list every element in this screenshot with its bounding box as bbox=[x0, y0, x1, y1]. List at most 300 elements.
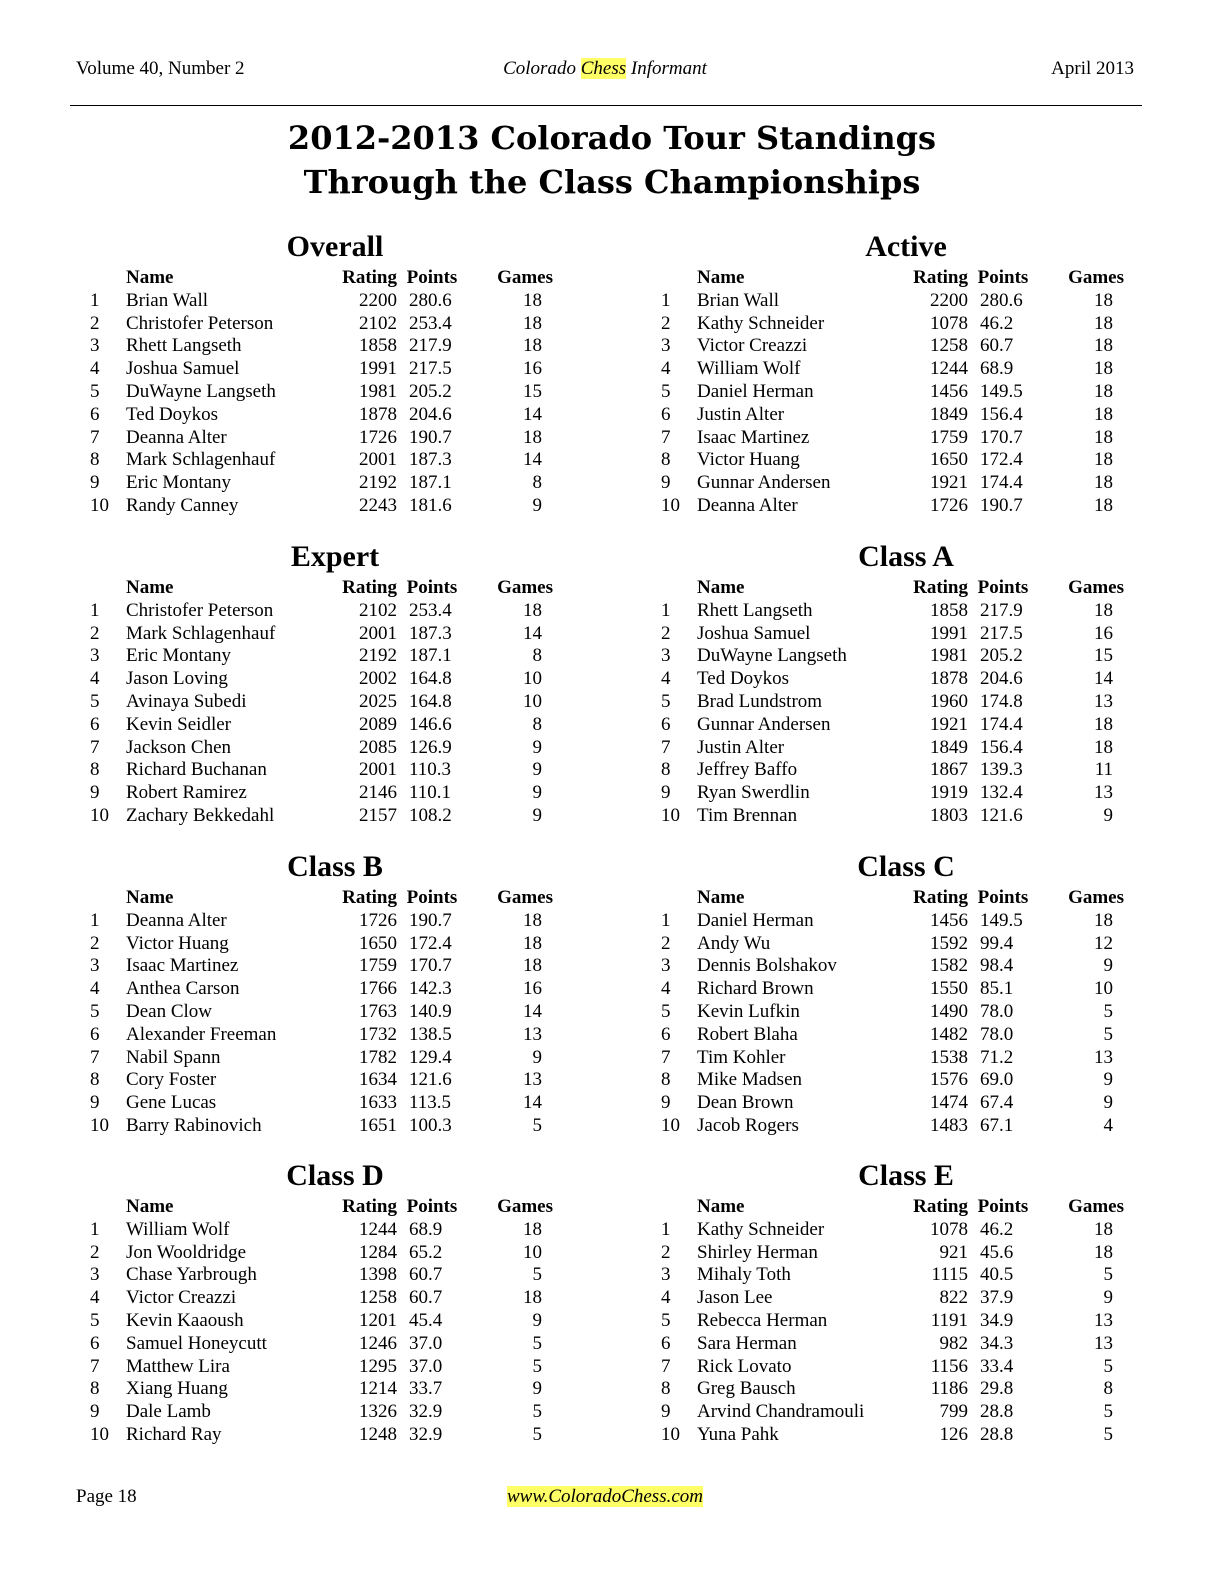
rating-cell: 1726 bbox=[359, 426, 397, 448]
name-header: Name bbox=[697, 887, 745, 908]
rank-cell: 3 bbox=[90, 645, 100, 667]
name-header: Name bbox=[126, 577, 174, 598]
table-header-row bbox=[90, 1196, 553, 1219]
name-cell: Justin Alter bbox=[697, 403, 785, 425]
points-cell: 217.9 bbox=[409, 335, 452, 357]
rating-cell: 2001 bbox=[359, 449, 397, 471]
rank-cell: 1 bbox=[661, 909, 671, 931]
name-cell: Victor Creazzi bbox=[697, 335, 808, 357]
points-cell: 140.9 bbox=[409, 1000, 452, 1022]
rating-cell: 1759 bbox=[359, 955, 397, 977]
name-cell: Richard Buchanan bbox=[126, 759, 267, 781]
games-cell: 14 bbox=[523, 403, 542, 425]
points-cell: 146.6 bbox=[409, 713, 452, 735]
games-cell: 4 bbox=[1103, 1114, 1113, 1136]
rank-cell: 8 bbox=[90, 1378, 100, 1400]
rank-cell: 9 bbox=[90, 1401, 100, 1423]
points-cell: 40.5 bbox=[980, 1264, 1014, 1286]
name-cell: Rebecca Herman bbox=[697, 1309, 828, 1331]
games-cell: 5 bbox=[532, 1114, 542, 1136]
points-cell: 138.5 bbox=[409, 1023, 452, 1045]
website-link[interactable] bbox=[76, 1486, 1134, 1508]
rank-cell: 1 bbox=[90, 289, 100, 311]
name-cell: Jackson Chen bbox=[126, 736, 232, 758]
name-cell: Jason Lee bbox=[697, 1287, 773, 1309]
rank-cell: 5 bbox=[90, 1309, 100, 1331]
publication-title-highlight: Chess bbox=[580, 58, 627, 79]
games-cell: 18 bbox=[1094, 449, 1113, 471]
table-row bbox=[90, 1024, 553, 1047]
games-cell: 15 bbox=[1094, 645, 1113, 667]
rating-cell: 1576 bbox=[930, 1069, 968, 1091]
rank-cell: 1 bbox=[90, 1218, 100, 1240]
points-cell: 33.4 bbox=[980, 1355, 1014, 1377]
rating-cell: 2001 bbox=[359, 622, 397, 644]
table-row bbox=[661, 381, 1124, 404]
table-row bbox=[661, 955, 1124, 978]
rating-cell: 1258 bbox=[930, 335, 968, 357]
rating-cell: 2002 bbox=[359, 668, 397, 690]
table-header-row bbox=[661, 1196, 1124, 1219]
games-cell: 12 bbox=[1094, 932, 1113, 954]
rating-cell: 1482 bbox=[930, 1023, 968, 1045]
points-cell: 174.8 bbox=[980, 690, 1023, 712]
rank-cell: 5 bbox=[90, 690, 100, 712]
games-header: Games bbox=[1068, 887, 1124, 908]
rank-cell: 3 bbox=[661, 335, 671, 357]
games-cell: 13 bbox=[1094, 1046, 1113, 1068]
rating-cell: 1248 bbox=[359, 1423, 397, 1445]
points-header: Points bbox=[406, 577, 458, 598]
table-row bbox=[90, 1401, 553, 1424]
name-cell: Rhett Langseth bbox=[697, 599, 813, 621]
rating-cell: 1186 bbox=[930, 1378, 968, 1400]
rank-header bbox=[90, 267, 126, 290]
table-row bbox=[90, 1310, 553, 1333]
table-header-row bbox=[90, 887, 553, 910]
table-row bbox=[90, 381, 553, 404]
rank-cell: 6 bbox=[90, 403, 100, 425]
name-cell: Anthea Carson bbox=[126, 978, 240, 1000]
games-header: Games bbox=[1068, 577, 1124, 598]
points-cell: 204.6 bbox=[409, 403, 452, 425]
name-cell: Randy Canney bbox=[126, 494, 239, 516]
games-cell: 18 bbox=[1094, 472, 1113, 494]
rank-cell: 6 bbox=[90, 1332, 100, 1354]
rating-cell: 1763 bbox=[359, 1000, 397, 1022]
table-row bbox=[661, 1378, 1124, 1401]
rating-cell: 1867 bbox=[930, 759, 968, 781]
points-header: Points bbox=[406, 887, 458, 908]
rating-cell: 1201 bbox=[359, 1309, 397, 1331]
table-row bbox=[90, 449, 553, 472]
standings-table bbox=[90, 1196, 553, 1447]
table-row bbox=[661, 1001, 1124, 1024]
name-cell: Richard Brown bbox=[697, 978, 814, 1000]
rank-cell: 2 bbox=[90, 312, 100, 334]
rating-cell: 1582 bbox=[930, 955, 968, 977]
points-cell: 129.4 bbox=[409, 1046, 452, 1068]
points-cell: 69.0 bbox=[980, 1069, 1014, 1091]
table-row bbox=[90, 933, 553, 956]
header-rule bbox=[70, 105, 1142, 106]
section-title: Class E bbox=[858, 1159, 954, 1192]
name-cell: Dean Clow bbox=[126, 1000, 213, 1022]
name-cell: Kevin Lufkin bbox=[697, 1000, 800, 1022]
page-number: Page 18 bbox=[76, 1486, 137, 1507]
rank-cell: 10 bbox=[661, 804, 680, 826]
name-cell: Jacob Rogers bbox=[697, 1114, 799, 1136]
points-cell: 253.4 bbox=[409, 312, 452, 334]
games-cell: 18 bbox=[1094, 335, 1113, 357]
rating-cell: 1650 bbox=[359, 932, 397, 954]
table-row bbox=[661, 1264, 1124, 1287]
name-header: Name bbox=[697, 1196, 745, 1217]
rating-cell: 1991 bbox=[359, 358, 397, 380]
rank-cell: 8 bbox=[661, 759, 671, 781]
points-cell: 33.7 bbox=[409, 1378, 443, 1400]
points-cell: 164.8 bbox=[409, 690, 452, 712]
table-row bbox=[661, 1356, 1124, 1379]
table-row bbox=[661, 1069, 1124, 1092]
points-cell: 34.3 bbox=[980, 1332, 1014, 1354]
publication-title bbox=[76, 58, 1134, 80]
points-cell: 121.6 bbox=[980, 804, 1023, 826]
rating-cell: 2102 bbox=[359, 599, 397, 621]
name-cell: Gene Lucas bbox=[126, 1092, 217, 1114]
table-row bbox=[90, 335, 553, 358]
table-row bbox=[90, 668, 553, 691]
standings-table bbox=[661, 887, 1124, 1138]
points-cell: 190.7 bbox=[409, 426, 452, 448]
points-cell: 170.7 bbox=[980, 426, 1023, 448]
rank-cell: 7 bbox=[661, 1046, 671, 1068]
rank-header bbox=[661, 267, 697, 290]
rating-cell: 2089 bbox=[359, 713, 397, 735]
rank-cell: 2 bbox=[90, 932, 100, 954]
rank-cell: 8 bbox=[90, 449, 100, 471]
rank-cell: 9 bbox=[661, 1401, 671, 1423]
games-cell: 11 bbox=[1094, 759, 1113, 781]
rating-cell: 921 bbox=[939, 1241, 968, 1263]
games-cell: 5 bbox=[532, 1264, 542, 1286]
points-cell: 99.4 bbox=[980, 932, 1014, 954]
table-row bbox=[90, 495, 553, 518]
rating-cell: 1726 bbox=[930, 494, 968, 516]
rank-cell: 7 bbox=[661, 1355, 671, 1377]
points-cell: 60.7 bbox=[980, 335, 1014, 357]
points-cell: 126.9 bbox=[409, 736, 452, 758]
table-row bbox=[90, 1264, 553, 1287]
points-header: Points bbox=[977, 267, 1029, 288]
name-cell: Ryan Swerdlin bbox=[697, 782, 810, 804]
points-cell: 110.1 bbox=[409, 782, 452, 804]
points-cell: 174.4 bbox=[980, 713, 1023, 735]
name-cell: Eric Montany bbox=[126, 645, 232, 667]
table-row bbox=[661, 759, 1124, 782]
rating-cell: 2001 bbox=[359, 759, 397, 781]
rating-cell: 1878 bbox=[359, 403, 397, 425]
rating-cell: 1766 bbox=[359, 978, 397, 1000]
table-row bbox=[661, 472, 1124, 495]
rank-cell: 9 bbox=[661, 472, 671, 494]
points-header: Points bbox=[977, 1196, 1029, 1217]
table-row bbox=[90, 313, 553, 336]
rank-cell: 5 bbox=[90, 1000, 100, 1022]
games-cell: 9 bbox=[1103, 1287, 1113, 1309]
games-cell: 13 bbox=[523, 1023, 542, 1045]
name-cell: William Wolf bbox=[697, 358, 801, 380]
section-title: Class D bbox=[286, 1159, 384, 1192]
name-cell: Rhett Langseth bbox=[126, 335, 242, 357]
name-cell: Isaac Martinez bbox=[697, 426, 810, 448]
points-cell: 113.5 bbox=[409, 1092, 452, 1114]
table-row bbox=[661, 1310, 1124, 1333]
name-cell: Daniel Herman bbox=[697, 380, 814, 402]
table-row bbox=[661, 404, 1124, 427]
rank-cell: 2 bbox=[90, 1241, 100, 1263]
points-cell: 67.4 bbox=[980, 1092, 1014, 1114]
rank-header bbox=[661, 1196, 697, 1219]
name-cell: Tim Brennan bbox=[697, 804, 798, 826]
points-cell: 164.8 bbox=[409, 668, 452, 690]
rating-cell: 1156 bbox=[930, 1355, 968, 1377]
table-row bbox=[90, 1219, 553, 1242]
rank-cell: 3 bbox=[661, 955, 671, 977]
games-cell: 13 bbox=[1094, 1332, 1113, 1354]
rating-cell: 2200 bbox=[930, 289, 968, 311]
points-cell: 172.4 bbox=[409, 932, 452, 954]
table-row bbox=[661, 691, 1124, 714]
table-row bbox=[661, 714, 1124, 737]
table-row bbox=[661, 668, 1124, 691]
table-row bbox=[661, 449, 1124, 472]
games-cell: 13 bbox=[1094, 690, 1113, 712]
points-cell: 28.8 bbox=[980, 1401, 1014, 1423]
games-cell: 18 bbox=[1094, 1218, 1113, 1240]
games-cell: 9 bbox=[1103, 1092, 1113, 1114]
name-cell: Daniel Herman bbox=[697, 909, 814, 931]
table-row bbox=[661, 978, 1124, 1001]
rank-cell: 4 bbox=[90, 358, 100, 380]
rating-cell: 2085 bbox=[359, 736, 397, 758]
rating-cell: 1078 bbox=[930, 312, 968, 334]
games-cell: 9 bbox=[532, 1309, 542, 1331]
rating-cell: 2243 bbox=[359, 494, 397, 516]
table-row bbox=[661, 1047, 1124, 1070]
rank-cell: 5 bbox=[661, 1000, 671, 1022]
games-cell: 9 bbox=[532, 782, 542, 804]
rating-cell: 1474 bbox=[930, 1092, 968, 1114]
name-cell: Ted Doykos bbox=[697, 668, 790, 690]
rating-cell: 2157 bbox=[359, 804, 397, 826]
games-cell: 9 bbox=[532, 1046, 542, 1068]
volume-label: Volume 40, Number 2 bbox=[76, 58, 245, 79]
rating-cell: 1214 bbox=[359, 1378, 397, 1400]
points-cell: 28.8 bbox=[980, 1423, 1014, 1445]
rating-cell: 1849 bbox=[930, 403, 968, 425]
name-cell: Brad Lundstrom bbox=[697, 690, 823, 712]
rank-cell: 2 bbox=[661, 312, 671, 334]
rating-cell: 799 bbox=[939, 1401, 968, 1423]
rating-header: Rating bbox=[913, 887, 968, 908]
section-title: Expert bbox=[290, 540, 380, 573]
name-cell: Gunnar Andersen bbox=[697, 713, 831, 735]
name-cell: Dean Brown bbox=[697, 1092, 794, 1114]
games-cell: 8 bbox=[532, 645, 542, 667]
points-cell: 37.9 bbox=[980, 1287, 1014, 1309]
rank-cell: 3 bbox=[661, 1264, 671, 1286]
rank-cell: 8 bbox=[661, 1378, 671, 1400]
games-cell: 14 bbox=[523, 449, 542, 471]
standings-table bbox=[90, 267, 553, 518]
games-cell: 9 bbox=[532, 1378, 542, 1400]
rating-cell: 1919 bbox=[930, 782, 968, 804]
rating-header: Rating bbox=[913, 577, 968, 598]
table-row bbox=[661, 495, 1124, 518]
name-cell: Chase Yarbrough bbox=[126, 1264, 257, 1286]
name-cell: Avinaya Subedi bbox=[126, 690, 247, 712]
rank-cell: 7 bbox=[90, 1046, 100, 1068]
name-cell: Gunnar Andersen bbox=[697, 472, 831, 494]
rating-cell: 1981 bbox=[930, 645, 968, 667]
points-cell: 45.6 bbox=[980, 1241, 1014, 1263]
points-cell: 37.0 bbox=[409, 1332, 443, 1354]
table-header-row bbox=[90, 577, 553, 600]
table-row bbox=[90, 290, 553, 313]
games-header: Games bbox=[497, 267, 553, 288]
points-cell: 32.9 bbox=[409, 1423, 443, 1445]
points-cell: 187.3 bbox=[409, 622, 452, 644]
name-cell: Ted Doykos bbox=[126, 403, 219, 425]
points-cell: 78.0 bbox=[980, 1000, 1014, 1022]
points-cell: 132.4 bbox=[980, 782, 1023, 804]
points-cell: 34.9 bbox=[980, 1309, 1014, 1331]
games-cell: 18 bbox=[1094, 358, 1113, 380]
games-cell: 13 bbox=[1094, 782, 1113, 804]
games-cell: 5 bbox=[532, 1401, 542, 1423]
games-cell: 16 bbox=[523, 358, 542, 380]
table-row bbox=[90, 1287, 553, 1310]
website-link-text[interactable]: www.ColoradoChess.com bbox=[506, 1486, 703, 1507]
points-cell: 190.7 bbox=[980, 494, 1023, 516]
rank-cell: 10 bbox=[90, 1114, 109, 1136]
name-cell: Deanna Alter bbox=[126, 909, 227, 931]
section-class-a bbox=[661, 537, 1131, 828]
games-cell: 9 bbox=[1103, 1069, 1113, 1091]
rank-cell: 7 bbox=[661, 736, 671, 758]
name-cell: Mihaly Toth bbox=[697, 1264, 791, 1286]
rank-cell: 1 bbox=[661, 289, 671, 311]
section-class-e bbox=[661, 1156, 1131, 1447]
rating-cell: 1782 bbox=[359, 1046, 397, 1068]
games-cell: 18 bbox=[1094, 426, 1113, 448]
page-title-line2: Through the Class Championships bbox=[303, 163, 921, 201]
rating-cell: 1284 bbox=[359, 1241, 397, 1263]
games-cell: 18 bbox=[1094, 312, 1113, 334]
rank-cell: 9 bbox=[661, 1092, 671, 1114]
name-header: Name bbox=[126, 1196, 174, 1217]
name-cell: Robert Ramirez bbox=[126, 782, 247, 804]
name-cell: William Wolf bbox=[126, 1218, 230, 1240]
rank-cell: 5 bbox=[661, 690, 671, 712]
rating-cell: 1981 bbox=[359, 380, 397, 402]
section-class-c bbox=[661, 847, 1131, 1138]
rating-cell: 822 bbox=[939, 1287, 968, 1309]
rank-cell: 6 bbox=[661, 713, 671, 735]
table-row bbox=[90, 978, 553, 1001]
points-cell: 121.6 bbox=[409, 1069, 452, 1091]
name-cell: Victor Creazzi bbox=[126, 1287, 237, 1309]
table-row bbox=[90, 759, 553, 782]
points-cell: 46.2 bbox=[980, 1218, 1014, 1240]
points-cell: 187.1 bbox=[409, 472, 452, 494]
rank-header bbox=[90, 887, 126, 910]
games-cell: 18 bbox=[523, 909, 542, 931]
games-cell: 9 bbox=[532, 494, 542, 516]
table-row bbox=[90, 1356, 553, 1379]
rating-cell: 1921 bbox=[930, 713, 968, 735]
rank-cell: 4 bbox=[90, 978, 100, 1000]
table-row bbox=[90, 1242, 553, 1265]
name-cell: Mike Madsen bbox=[697, 1069, 803, 1091]
name-cell: Mark Schlagenhauf bbox=[126, 449, 276, 471]
table-row bbox=[90, 1047, 553, 1070]
rating-cell: 1991 bbox=[930, 622, 968, 644]
games-cell: 8 bbox=[532, 713, 542, 735]
points-cell: 253.4 bbox=[409, 599, 452, 621]
rating-cell: 1295 bbox=[359, 1355, 397, 1377]
rating-cell: 1849 bbox=[930, 736, 968, 758]
table-row bbox=[661, 933, 1124, 956]
rank-cell: 1 bbox=[90, 599, 100, 621]
points-cell: 78.0 bbox=[980, 1023, 1014, 1045]
games-cell: 10 bbox=[523, 1241, 542, 1263]
name-cell: Victor Huang bbox=[126, 932, 229, 954]
rating-cell: 1759 bbox=[930, 426, 968, 448]
rank-cell: 10 bbox=[661, 1114, 680, 1136]
points-header: Points bbox=[977, 577, 1029, 598]
points-cell: 37.0 bbox=[409, 1355, 443, 1377]
points-cell: 85.1 bbox=[980, 978, 1014, 1000]
table-row bbox=[90, 805, 553, 828]
name-cell: Deanna Alter bbox=[697, 494, 798, 516]
table-row bbox=[90, 623, 553, 646]
points-cell: 172.4 bbox=[980, 449, 1023, 471]
section-expert bbox=[90, 537, 560, 828]
rating-cell: 1244 bbox=[930, 358, 968, 380]
table-row bbox=[661, 1242, 1124, 1265]
name-cell: Jeffrey Baffo bbox=[697, 759, 798, 781]
rating-cell: 1538 bbox=[930, 1046, 968, 1068]
rating-cell: 1244 bbox=[359, 1218, 397, 1240]
games-cell: 9 bbox=[532, 759, 542, 781]
name-cell: Mark Schlagenhauf bbox=[126, 622, 276, 644]
name-cell: Samuel Honeycutt bbox=[126, 1332, 267, 1354]
rank-cell: 6 bbox=[90, 1023, 100, 1045]
games-header: Games bbox=[1068, 267, 1124, 288]
games-cell: 18 bbox=[1094, 909, 1113, 931]
standings-table bbox=[661, 1196, 1124, 1447]
name-cell: Matthew Lira bbox=[126, 1355, 230, 1377]
rank-cell: 8 bbox=[90, 759, 100, 781]
games-cell: 5 bbox=[1103, 1000, 1113, 1022]
name-cell: Tim Kohler bbox=[697, 1046, 786, 1068]
name-cell: Dennis Bolshakov bbox=[697, 955, 837, 977]
rank-header bbox=[90, 1196, 126, 1219]
games-cell: 5 bbox=[532, 1332, 542, 1354]
rank-cell: 4 bbox=[661, 668, 671, 690]
